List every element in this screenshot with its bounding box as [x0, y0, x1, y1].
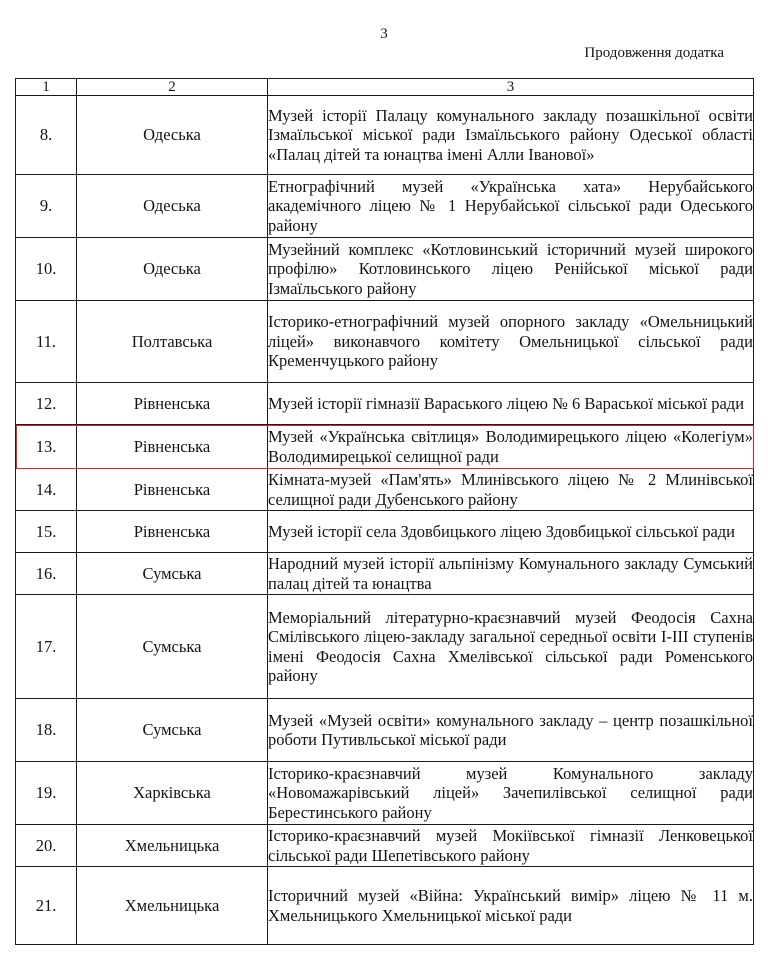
table-row: [16, 553, 754, 595]
row-region: Одеська: [77, 238, 268, 301]
row-number: 18.: [16, 699, 77, 762]
row-museum-name: Музей історії Палацу комунального закладу позашкільної освіти Ізмаїльської міської ради Ізмаїльського району Одеської області «Палац дітей та юнацтва імені Алли Іванової»: [268, 96, 754, 175]
table-row: [16, 867, 754, 945]
row-museum-name: Історико-краєзнавчий музей Комунального закладу «Новомажарівський ліцей» Зачепилівської селищної ради Берестинського району: [268, 762, 754, 825]
table-row: [16, 175, 754, 238]
row-number: 11.: [16, 301, 77, 383]
row-region: Хмельницька: [77, 867, 268, 945]
table-row: [16, 301, 754, 383]
row-museum-name: Музей історії гімназії Вараського ліцею № 6 Вараської міської ради: [268, 383, 754, 425]
table-row: [16, 762, 754, 825]
column-header-2: 2: [77, 79, 268, 96]
row-museum-name: Музей «Музей освіти» комунального закладу – центр позашкільної роботи Путивльської міської ради: [268, 699, 754, 762]
appendix-continuation-note: Продовження додатка: [584, 45, 724, 61]
row-region: Рівненська: [77, 383, 268, 425]
table-row: [16, 238, 754, 301]
row-number: 15.: [16, 511, 77, 553]
row-region: Сумська: [77, 595, 268, 699]
table-row: [16, 595, 754, 699]
museums-table: [15, 78, 754, 945]
row-number: 10.: [16, 238, 77, 301]
row-region: Одеська: [77, 175, 268, 238]
row-museum-name: Музейний комплекс «Котловинський історичний музей широкого профілю» Котловинського ліцею Ренійської міської ради Ізмаїльського району: [268, 238, 754, 301]
row-number: 13.: [16, 425, 77, 469]
row-museum-name: Етнографічний музей «Українська хата» Нерубайського академічного ліцею № 1 Нерубайської сільської ради Одеського району: [268, 175, 754, 238]
row-museum-name: Меморіальний літературно-краєзнавчий музей Феодосія Сахна Смілівського ліцею-закладу загальної середньої освіти І-ІІІ ступенів імені Феодосія Сахна Хмелівської сільської ради Роменського району: [268, 595, 754, 699]
page-number: 3: [380, 26, 388, 42]
row-museum-name: Історичний музей «Війна: Український вимір» ліцею № 11 м. Хмельницького Хмельницької міської ради: [268, 867, 754, 945]
row-museum-name: Історико-краєзнавчий музей Мокіївської гімназії Ленковецької сільської ради Шепетівського району: [268, 826, 753, 865]
column-header-1: 1: [16, 79, 77, 96]
row-museum-name: Кімната-музей «Пам'ять» Млинівського ліцею № 2 Млинівської селищної ради Дубенського району: [268, 470, 753, 509]
row-number: 14.: [16, 469, 77, 511]
row-museum-name: Історико-етнографічний музей опорного закладу «Омельницький ліцей» виконавчого комітету Омельницької сільської ради Кременчуцького району: [268, 301, 754, 383]
table-row: [16, 511, 754, 553]
column-header-3: 3: [268, 79, 754, 96]
row-region: Харківська: [77, 762, 268, 825]
table-row: [16, 469, 754, 511]
row-number: 20.: [16, 825, 77, 867]
row-number: 19.: [16, 762, 77, 825]
row-number: 21.: [16, 867, 77, 945]
row-region: Полтавська: [77, 301, 268, 383]
table-row: [16, 825, 754, 867]
row-museum-name: Музей історії села Здовбицького ліцею Здовбицької сільської ради: [268, 511, 754, 553]
row-number: 12.: [16, 383, 77, 425]
row-region: Рівненська: [77, 511, 268, 553]
highlighted-table-row: [16, 425, 754, 469]
row-museum-name: Музей «Українська світлиця» Володимирецького ліцею «Колегіум» Володимирецької селищної ради: [268, 425, 754, 469]
table-row: [16, 96, 754, 175]
table-row: [16, 383, 754, 425]
row-number: 17.: [16, 595, 77, 699]
row-region: Рівненська: [77, 469, 268, 511]
row-region: Сумська: [77, 699, 268, 762]
row-region: Рівненська: [77, 425, 268, 469]
row-number: 8.: [16, 96, 77, 175]
row-museum-name: Народний музей історії альпінізму Комунального закладу Сумський палац дітей та юнацтва: [268, 554, 753, 593]
row-region: Одеська: [77, 96, 268, 175]
row-number: 16.: [16, 553, 77, 595]
row-region: Хмельницька: [77, 825, 268, 867]
row-number: 9.: [16, 175, 77, 238]
table-row: [16, 699, 754, 762]
row-region: Сумська: [77, 553, 268, 595]
table-header-row: [16, 79, 754, 96]
